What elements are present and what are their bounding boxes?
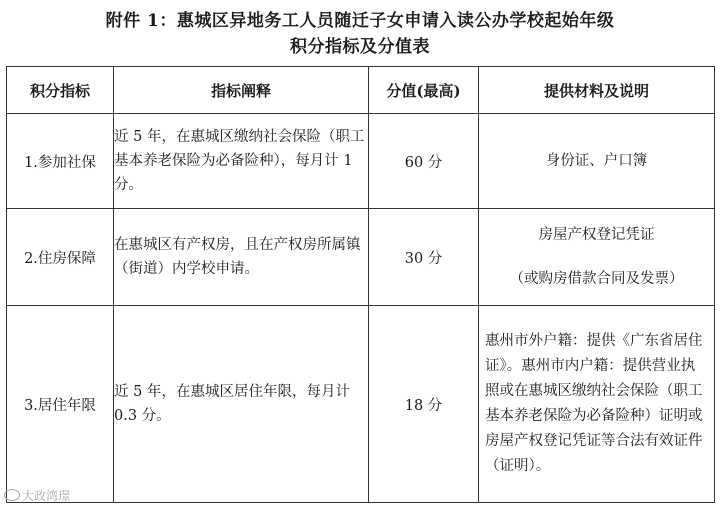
header-explanation: 指标阐释 bbox=[114, 67, 369, 114]
materials-line: 身份证、户口簿 bbox=[545, 153, 648, 169]
materials-cell bbox=[479, 209, 715, 306]
header-score: 分值(最高) bbox=[369, 67, 479, 114]
table-row bbox=[7, 306, 715, 503]
materials-spacer bbox=[479, 247, 714, 267]
watermark-text: 大政湾璟 bbox=[22, 489, 71, 503]
materials-line: （或购房借款合同及发票） bbox=[509, 271, 684, 287]
watermark bbox=[4, 487, 70, 504]
table-row bbox=[7, 209, 715, 306]
document-title-line1: 附件 1：惠城区异地务工人员随迁子女申请入读公办学校起始年级 bbox=[105, 11, 615, 31]
explanation-cell: 近 5 年，在惠城区缴纳社会保险（职工基本养老保险为必备险种），每月计 1 分。 bbox=[114, 114, 369, 209]
document-title-line2: 积分指标及分值表 bbox=[290, 37, 430, 57]
materials-line: 房屋产权登记凭证 bbox=[538, 227, 655, 243]
indicator-cell: 3.居住年限 bbox=[7, 306, 114, 503]
materials-cell bbox=[479, 114, 715, 209]
score-table bbox=[6, 66, 715, 503]
header-indicator: 积分指标 bbox=[7, 67, 114, 114]
score-cell: 30 分 bbox=[369, 209, 479, 306]
table-header-row bbox=[7, 67, 715, 114]
materials-cell: 惠州市外户籍：提供《广东省居住证》。惠州市内户籍：提供营业执照或在惠城区缴纳社会保险（职工基本养老保险为必备险种）证明或房屋产权登记凭证等合法有效证件（证明）。 bbox=[479, 306, 715, 503]
explanation-cell: 在惠城区有产权房，且在产权房所属镇（街道）内学校申请。 bbox=[114, 209, 369, 306]
table-row bbox=[7, 114, 715, 209]
indicator-cell: 2.住房保障 bbox=[7, 209, 114, 306]
indicator-cell: 1.参加社保 bbox=[7, 114, 114, 209]
header-materials: 提供材料及说明 bbox=[479, 67, 715, 114]
watermark-logo-icon bbox=[4, 489, 20, 501]
explanation-cell: 近 5 年，在惠城区居住年限，每月计 0.3 分。 bbox=[114, 306, 369, 503]
score-cell: 60 分 bbox=[369, 114, 479, 209]
score-cell: 18 分 bbox=[369, 306, 479, 503]
